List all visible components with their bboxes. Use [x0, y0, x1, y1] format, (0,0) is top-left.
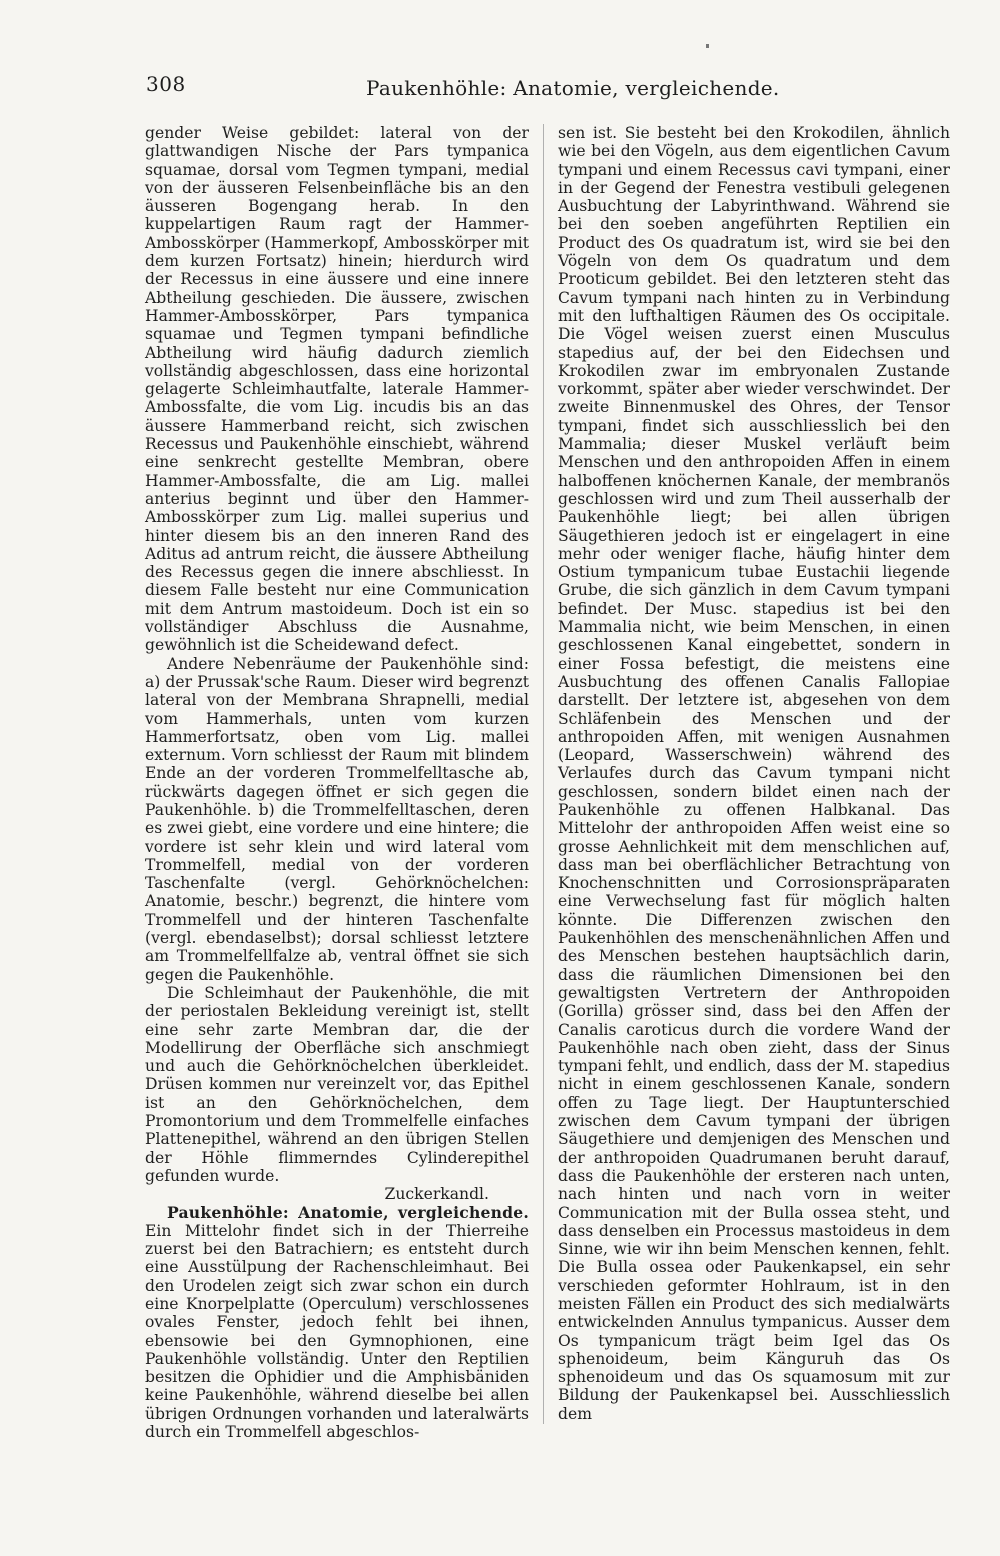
- article-title: Paukenhöhle: Anatomie, vergleichende.: [167, 1202, 529, 1222]
- left-column: [145, 124, 529, 1441]
- column-divider: [543, 124, 544, 1424]
- paragraph: sen ist. Sie besteht bei den Krokodilen, ähnlich wie bei den Vögeln, aus dem eigentlichen Cavum tympani und einem Recessus cavi tympani, einer in der Gegend der Fenestra vestibuli gelegenen Ausbuchtung der Labyrinthwand. Während sie bei den soeben angeführten Reptilien ein Product des Os quadratum ist, wird sie bei den Vögeln von dem Os quadratum und dem Prooticum gebildet. Bei den letzteren steht das Cavum tympani nach hinten zu in Verbindung mit den lufthaltigen Räumen des Os occipitale. Die Vögel weisen zuerst einen Musculus stapedius auf, der bei den Eidechsen und Krokodilen zwar im embryonalen Zustande vorkommt, später aber wieder verschwindet. Der zweite Binnenmuskel des Ohres, der Tensor tympani, findet sich ausschliesslich bei den Mammalia; dieser Muskel verläuft beim Menschen und den anthropoiden Affen in einem halboffenen knöchernen Kanale, der membranös geschlossen wird und zum Theil ausserhalb der Paukenhöhle liegt; bei allen übrigen Säugethieren jedoch ist er eingelagert in eine mehr oder weniger flache, häufig hinter dem Ostium tympanicum tubae Eustachii liegende Grube, die sich gänzlich in dem Cavum tympani befindet. Der Musc. stapedius ist bei den Mammalia nicht, wie beim Menschen, in einen geschlossenen Kanal eingebettet, sondern in einer Fossa befestigt, die meistens eine Ausbuchtung des offenen Canalis Fallopiae darstellt. Der letztere ist, abgesehen von dem Schläfenbein des Menschen und der anthropoiden Affen, mit wenigen Ausnahmen (Leopard, Wasserschwein) während des Verlaufes durch das Cavum tympani nicht geschlossen, sondern bildet einen nach der Paukenhöhle zu offenen Halbkanal. Das Mittelohr der anthropoiden Affen weist eine so grosse Aehnlichkeit mit dem menschlichen auf, dass man bei oberflächlicher Betrachtung von Knochenschnitten und Corrosionspräparaten eine Verwechselung fast für möglich halten könnte. Die Differenzen zwischen den Paukenhöhlen des menschenähnlichen Affen und des Menschen bestehen hauptsächlich darin, dass die räumlichen Dimensionen bei den gewaltigsten Vertretern der Anthropoiden (Gorilla) grösser sind, dass bei den Affen der Canalis caroticus durch die vordere Wand der Paukenhöhle nach oben zieht, dass der Sinus tympani fehlt, und endlich, dass der M. stapedius nicht in einem geschlossenen Kanale, sondern offen zu Tage liegt. Der Hauptunterschied zwischen dem Cavum tympani der übrigen Säugethiere und demjenigen des Menschen und der anthropoiden Quadrumanen beruht darauf, dass die Paukenhöhle der ersteren nach unten, nach hinten und nach vorn in weiter Communication mit der Bulla ossea steht, und dass denselben ein Processus mastoideus in dem Sinne, wie wir ihn beim Menschen kennen, fehlt. Die Bulla ossea oder Paukenkapsel, ein sehr verschieden geformter Hohlraum, ist in den meisten Fällen ein Product des sich medialwärts entwickelnden Annulus tympanicus. Ausser dem Os tympanicum trägt beim Igel das Os sphenoideum, beim Känguruh das Os sphenoideum und das Os squamosum mit zur Bildung der Paukenkapsel bei. Ausschliesslich dem: [558, 124, 950, 1423]
- running-title: Paukenhöhle: Anatomie, vergleichende.: [366, 76, 780, 100]
- author-signature: Zuckerkandl.: [384, 1185, 489, 1204]
- paragraph: gender Weise gebildet: lateral von der glattwandigen Nische der Pars tympanica squamae, dorsal vom Tegmen tympani, medial von der äusseren Felsenbeinfläche bis an den äusseren Bogengang herab. In den kuppelartigen Raum ragt der Hammer-Ambosskörper (Hammerkopf, Ambosskörper mit dem kurzen Fortsatz) hinein; hierdurch wird der Recessus in eine äussere und eine innere Abtheilung geschieden. Die äussere, zwischen Hammer-Ambosskörper, Pars tympanica squamae und Tegmen tympani befindliche Abtheilung wird häufig dadurch ziemlich vollständig abgeschlossen, dass eine horizontal gelagerte Schleimhautfalte, laterale Hammer-Ambossfalte, die vom Lig. incudis bis an das äussere Hammerband reicht, sich zwischen Recessus und Paukenhöhle einschiebt, während eine senkrecht gestellte Membran, obere Hammer-Ambossfalte, die am Lig. mallei anterius beginnt und über den Hammer-Ambosskörper zum Lig. mallei superius und hinter diesem bis an den inneren Rand des Aditus ad antrum reicht, die äussere Abtheilung des Recessus gegen die innere abschliesst. In diesem Falle besteht nur eine Communication mit dem Antrum mastoideum. Doch ist ein so vollständiger Abschluss die Ausnahme, gewöhnlich ist die Scheidewand defect.: [145, 124, 529, 655]
- right-column: [558, 124, 950, 1423]
- page-number: 308: [146, 72, 186, 96]
- paragraph-text: Die Schleimhaut der Paukenhöhle, die mit der periostalen Bekleidung vereinigt ist, stellt eine sehr zarte Membran dar, die der Modellirung der Oberfläche sich anschmiegt und auch die Gehörknöchelchen überkleidet. Drüsen kommen nur vereinzelt vor, das Epithel ist an den Gehörknöchelchen, dem Promontorium und dem Trommelfelle einfaches Plattenepithel, während an den übrigen Stellen der Höhle flimmerndes Cylinderepithel gefunden wurde.: [145, 983, 529, 1185]
- paragraph: [145, 1204, 529, 1442]
- paragraph: [145, 984, 529, 1204]
- paragraph: Andere Nebenräume der Paukenhöhle sind: a) der Prussak'sche Raum. Dieser wird begrenzt lateral von der Membrana Shrapnelli, medial vom Hammerhals, unten vom kurzen Hammerfortsatz, oben vom Lig. mallei externum. Vorn schliesst der Raum mit blindem Ende an der vorderen Trommelfelltasche ab, rückwärts dagegen öffnet er sich gegen die Paukenhöhle. b) die Trommelfelltaschen, deren es zwei giebt, eine vordere und eine hintere; die vordere ist sehr klein und wird lateral vom Trommelfell, medial von der vorderen Taschenfalte (vergl. Gehörknöchelchen: Anatomie, beschr.) begrenzt, die hintere vom Trommelfell und der hinteren Taschenfalte (vergl. ebendaselbst); dorsal schliesst letztere am Trommelfellfalze ab, ventral öffnet sie sich gegen die Paukenhöhle.: [145, 654, 529, 984]
- print-speck: [706, 44, 709, 48]
- paragraph-text: Ein Mittelohr findet sich in der Thierreihe zuerst bei den Batrachiern; es entsteht durch eine Ausstülpung der Rachenschleimhaut. Bei den Urodelen zeigt sich zwar schon ein durch eine Knorpelplatte (Operculum) verschlossenes ovales Fenster, jedoch fehlt bei ihnen, ebensowie bei den Gymnophionen, eine Paukenhöhle vollständig. Unter den Reptilien besitzen die Ophidier und die Amphisbäniden keine Paukenhöhle, während dieselbe bei allen übrigen Ordnungen vorhanden und lateralwärts durch ein Trommelfell abgeschlos-: [145, 1221, 529, 1442]
